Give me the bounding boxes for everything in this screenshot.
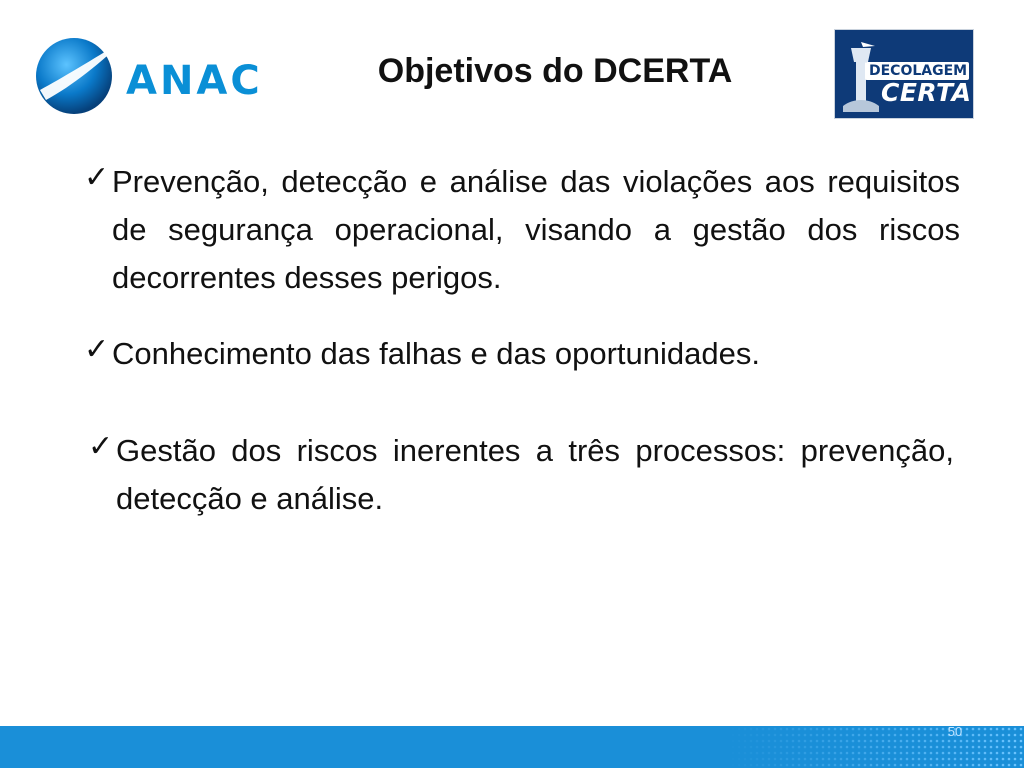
- bullet-text: Conhecimento das falhas e das oportunidades.: [112, 336, 760, 371]
- page-title: Objetivos do DCERTA: [377, 52, 733, 90]
- globe-icon: [32, 28, 132, 120]
- bullet-text: Gestão dos riscos inerentes a três processos: prevenção, detecção e análise.: [116, 433, 954, 516]
- decolagem-certa-logo: [834, 29, 974, 119]
- bullet-item: [88, 427, 956, 523]
- decolagem-label: DECOLAGEM: [869, 63, 968, 79]
- checkmark-icon: ✓: [84, 332, 110, 367]
- anac-logo: [32, 28, 282, 120]
- page-number: 50: [947, 724, 963, 739]
- checkmark-icon: ✓: [84, 160, 110, 195]
- anac-wordmark: ANAC: [126, 58, 263, 104]
- footer-bar: [0, 726, 1024, 768]
- bullet-item: [84, 330, 964, 378]
- bullet-text: Prevenção, detecção e análise das violações aos requisitos de segurança operacional, visando a gestão dos riscos decorrentes desses perigos.: [112, 164, 960, 295]
- certa-label: CERTA: [881, 78, 972, 107]
- bullet-item: [84, 158, 964, 302]
- dot-pattern-decoration: [724, 726, 1024, 768]
- checkmark-icon: ✓: [88, 429, 114, 464]
